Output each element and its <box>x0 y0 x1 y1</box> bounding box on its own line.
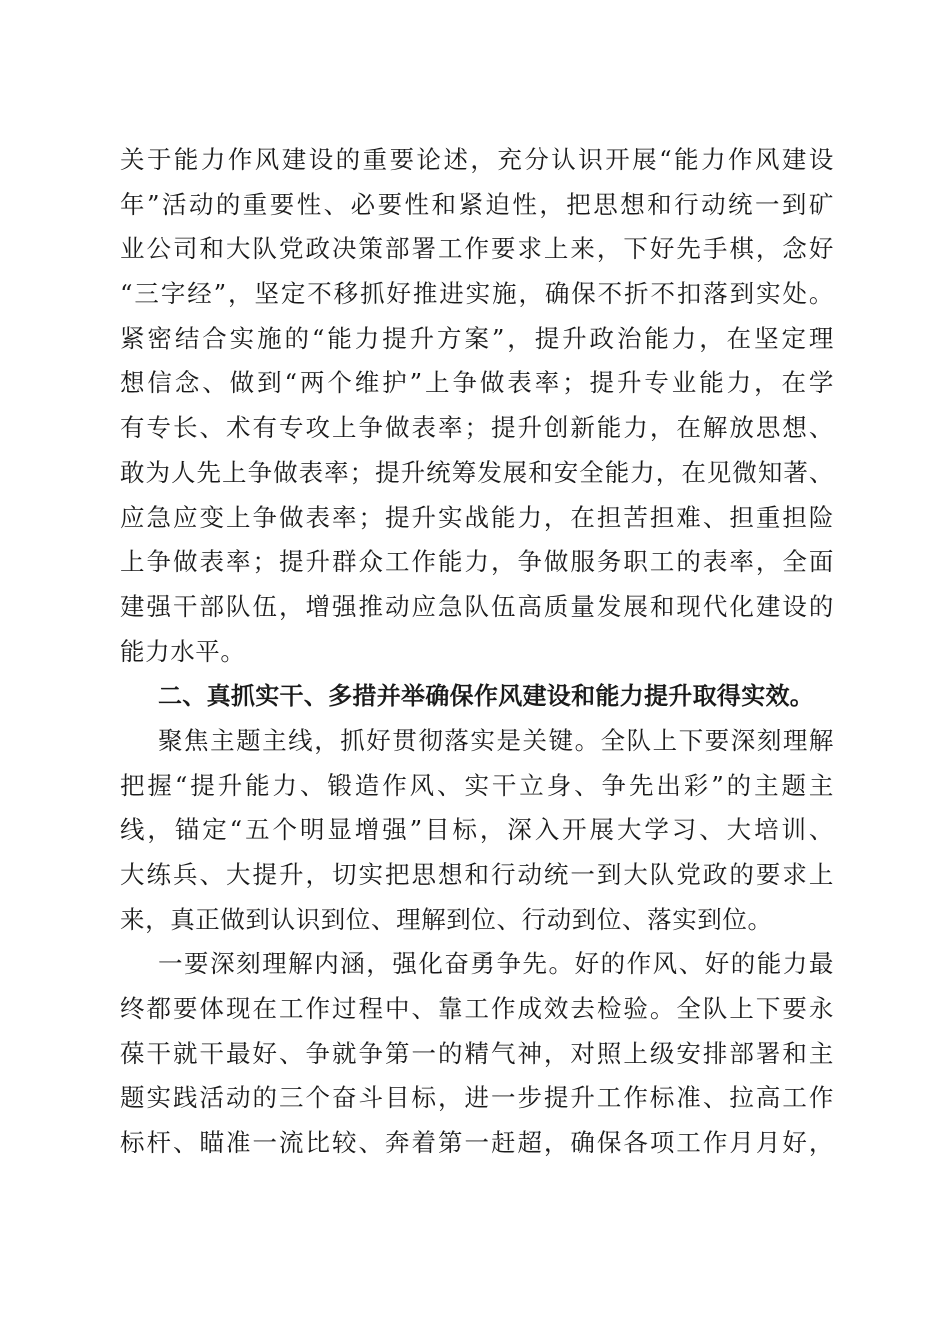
document-body <box>120 138 834 1166</box>
text-line: 标杆、瞄准一流比较、奔着第一赶超，确保各项工作月月好， <box>120 1128 834 1158</box>
text-line: 紧密结合实施的“能力提升方案”，提升政治能力，在坚定理 <box>120 323 834 353</box>
text-line: 年”活动的重要性、必要性和紧迫性，把思想和行动统一到矿 <box>120 189 834 219</box>
text-line: 想信念、做到“两个维护”上争做表率；提升专业能力，在学 <box>120 368 834 398</box>
paragraph-first-line: 聚焦主题主线，抓好贯彻落实是关键。全队上下要深刻理解 <box>158 725 834 755</box>
text-line: 能力水平。 <box>120 636 246 666</box>
paragraph-first-line: 一要深刻理解内涵，强化奋勇争先。好的作风、好的能力最 <box>158 949 834 979</box>
text-line: 关于能力作风建设的重要论述，充分认识开展“能力作风建设 <box>120 145 834 174</box>
text-line: 上争做表率；提升群众工作能力，争做服务职工的表率，全面 <box>120 547 834 577</box>
section-heading: 二、真抓实干、多措并举确保作风建设和能力提升取得实效。 <box>158 682 815 711</box>
text-line: 题实践活动的三个奋斗目标，进一步提升工作标准、拉高工作 <box>120 1083 834 1113</box>
text-line: 大练兵、大提升，切实把思想和行动统一到大队党政的要求上 <box>120 860 834 889</box>
text-line: 葆干就干最好、争就争第一的精气神，对照上级安排部署和主 <box>120 1038 834 1068</box>
text-line: “三字经”，坚定不移抓好推进实施，确保不折不扣落到实处。 <box>120 279 834 309</box>
text-line: 来，真正做到认识到位、理解到位、行动到位、落实到位。 <box>120 904 773 934</box>
text-line: 线，锚定“五个明显增强”目标，深入开展大学习、大培训、 <box>120 815 834 845</box>
text-line: 应急应变上争做表率；提升实战能力，在担苦担难、担重担险 <box>120 502 834 532</box>
text-line: 业公司和大队党政决策部署工作要求上来，下好先手棋，念好 <box>120 234 834 264</box>
text-line: 把握“提升能力、锻造作风、实干立身、争先出彩”的主题主 <box>120 770 834 800</box>
text-line: 终都要体现在工作过程中、靠工作成效去检验。全队上下要永 <box>120 994 834 1024</box>
text-line: 有专长、术有专攻上争做表率；提升创新能力，在解放思想、 <box>120 413 834 443</box>
text-line: 建强干部队伍，增强推动应急队伍高质量发展和现代化建设的 <box>120 591 834 621</box>
text-line: 敢为人先上争做表率；提升统筹发展和安全能力，在见微知著、 <box>120 457 834 487</box>
